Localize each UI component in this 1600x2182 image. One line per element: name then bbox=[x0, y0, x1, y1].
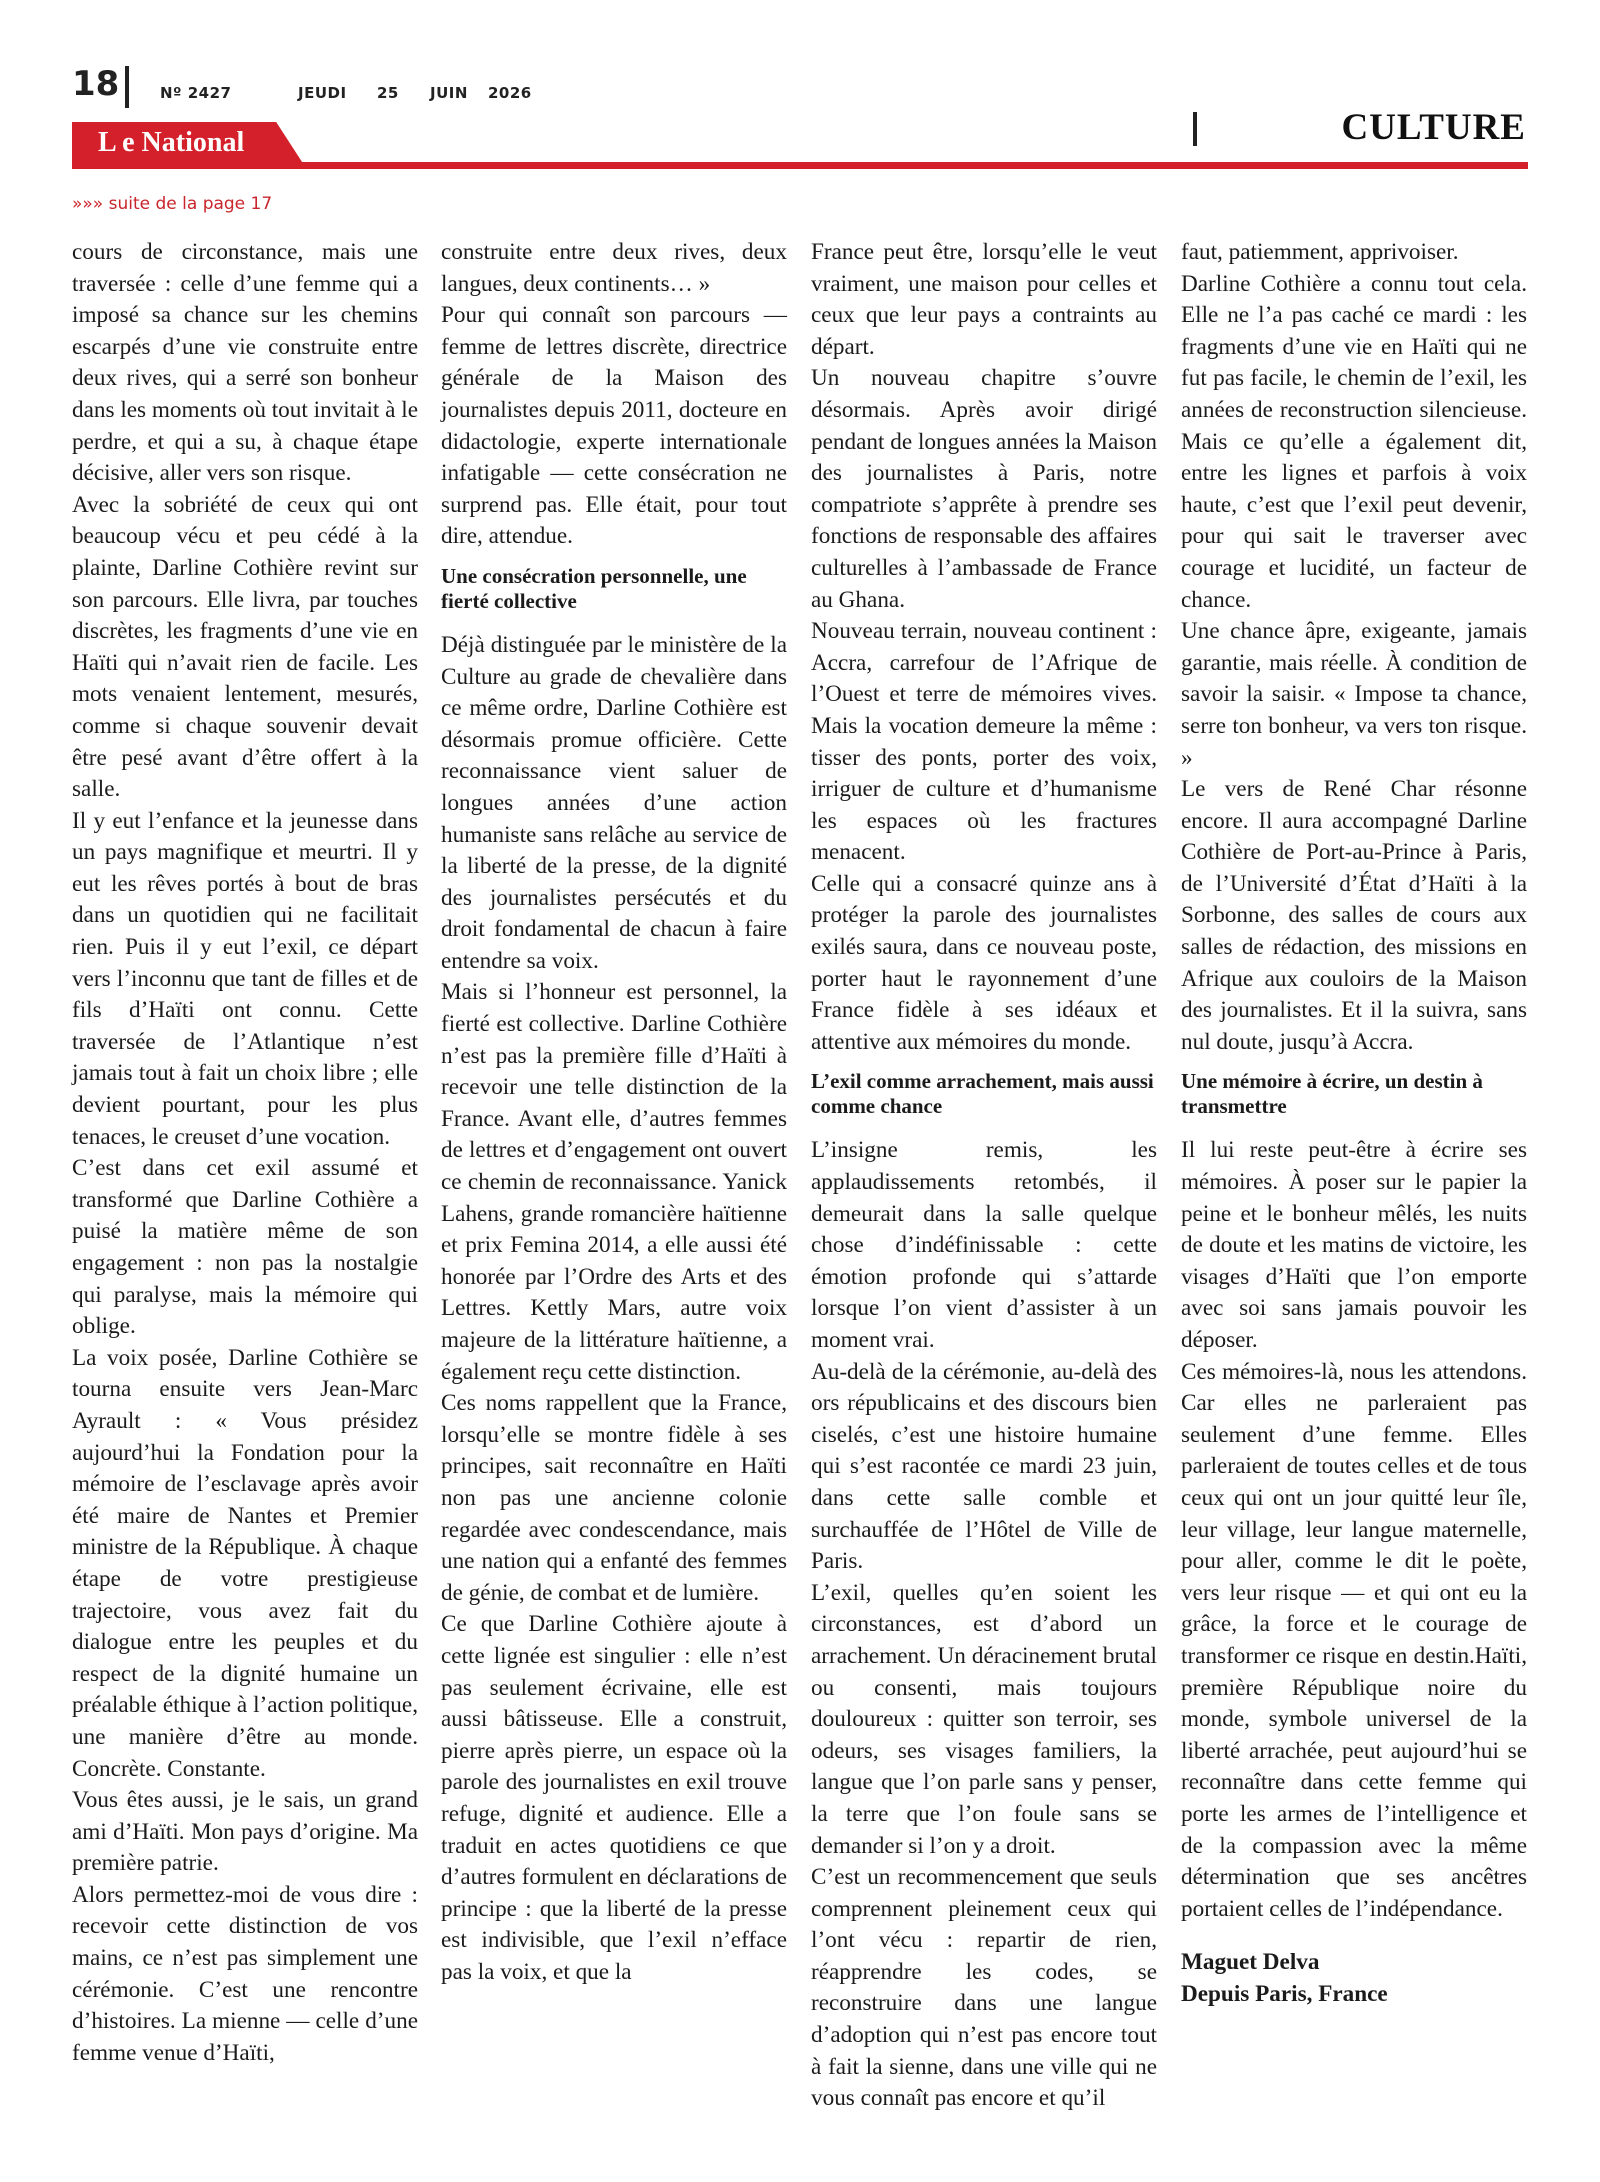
continued-from-link[interactable]: »»» suite de la page 17 bbox=[72, 194, 273, 214]
issue-day: 25 bbox=[377, 84, 399, 102]
byline bbox=[1181, 1947, 1527, 2010]
article-column-2 bbox=[441, 237, 787, 1988]
section-title: CULTURE bbox=[1341, 107, 1526, 148]
paragraph: Ces noms rappellent que la France, lorsqu’elle se montre fidèle à ses principes, sait reconnaître en Haïti non pas une ancienne colonie regardée avec condescendance, mais une nation qui a enfanté des femmes de génie, de combat et de lumière. bbox=[441, 1390, 787, 1606]
paragraph: Pour qui connaît son parcours — femme de lettres discrète, directrice générale de la Maison des journalistes depuis 2011, docteure en didactologie, experte internationale infatigable — cette consécration ne surprend pas. Elle était, pour tout dire, attendue. bbox=[441, 302, 787, 550]
dateline-location: Depuis Paris, France bbox=[1181, 1980, 1388, 2007]
paragraph: La voix posée, Darline Cothière se tourna ensuite vers Jean-Marc Ayrault : « Vous présidez aujourd’hui la Fondation pour la mémoire de l’esclavage après avoir été maire de Nantes et Premier ministre de la République. À chaque étape de votre prestigieuse trajectoire, vous avez fait du dialogue entre les peuples et du respect de la dignité humaine un préalable éthique à l’action politique, une manière d’être au monde. Concrète. Constante. bbox=[72, 1344, 418, 1782]
paragraph: Il y eut l’enfance et la jeunesse dans un pays magnifique et meurtri. Il y eut les rêves portés à bout de bras dans un quotidien qui ne facilitait rien. Puis il y eut l’exil, ce départ vers l’inconnu que tant de filles et de fils d’Haïti ont connu. Cette traversée de l’Atlantique n’est jamais tout à fait un choix libre ; elle devient pourtant, pour les plus tenaces, le creuset d’une vocation. bbox=[72, 807, 418, 1150]
subheading: L’exil comme arrachement, mais aussi comme chance bbox=[811, 1069, 1154, 1119]
article-column-1 bbox=[72, 237, 418, 2069]
issue-month: JUIN bbox=[430, 84, 468, 102]
paragraph: faut, patiemment, apprivoiser. bbox=[1181, 239, 1459, 265]
paragraph: Une chance âpre, exigeante, jamais garantie, mais réelle. À condition de savoir la saisir. « Impose ta chance, serre ton bonheur, va vers ton risque. » bbox=[1181, 618, 1527, 771]
paragraph: C’est un recommencement que seuls comprennent pleinement ceux qui l’ont vécu : repartir de rien, réapprendre les codes, se reconstruire dans une langue d’adoption qui n’est pas encore tout à fait la sienne, dans une ville qui ne vous connaît pas encore et qu’il bbox=[811, 1864, 1157, 2112]
paragraph: L’insigne remis, les applaudissements retombés, il demeurait dans la salle quelque chose d’indéfinissable : cette émotion profonde qui s’attarde lorsque l’on vient d’assister à un moment vrai. bbox=[811, 1137, 1157, 1353]
paragraph: Nouveau terrain, nouveau continent : Accra, carrefour de l’Afrique de l’Ouest et terre de mémoires vives. Mais la vocation demeure la même : tisser des ponts, porter des voix, irriguer de culture et d’humanisme les espaces où les fractures menacent. bbox=[811, 618, 1157, 866]
paragraph: Mais si l’honneur est personnel, la fierté est collective. Darline Cothière n’est pas la première fille d’Haïti à recevoir une telle distinction de la France. Avant elle, d’autres femmes de lettres et d’engagement ont ouvert ce chemin de reconnaissance. Yanick Lahens, grande romancière haïtienne et prix Femina 2014, a elle aussi été honorée par l’Ordre des Arts et des Lettres. Kettly Mars, autre voix majeure de la littérature haïtienne, a également reçu cette distinction. bbox=[441, 979, 787, 1385]
article-column-4 bbox=[1181, 237, 1527, 2010]
paragraph: L’exil, quelles qu’en soient les circonstances, est d’abord un arrachement. Un déracinement brutal ou consenti, mais toujours douloureux : quitter son terroir, ses odeurs, ses visages familiers, la langue que l’on parle sans y penser, la terre que l’on foule sans se demander si l’on y a droit. bbox=[811, 1579, 1157, 1859]
paragraph: Darline Cothière a connu tout cela. Elle ne l’a pas caché ce mardi : les fragments d’une vie en Haïti qui ne fut pas facile, le chemin de l’exil, les années de reconstruction silencieuse. Mais ce qu’elle a également dit, entre les lignes et parfois à voix haute, c’est que l’exil peut devenir, pour qui sait le traverser avec courage et lucidité, un facteur de chance. bbox=[1181, 270, 1527, 613]
paragraph: Le vers de René Char résonne encore. Il aura accompagné Darline Cothière de Port-au-Prince à Paris, de l’Université d’État d’Haïti à la Sorbonne, des salles de cours aux salles de rédaction, des missions en Afrique aux couloirs de la Maison des journalistes. Et il la suivra, sans nul doute, jusqu’à Accra. bbox=[1181, 776, 1527, 1055]
section-divider bbox=[1193, 112, 1197, 146]
paragraph: Vous êtes aussi, je le sais, un grand ami d’Haïti. Mon pays d’origine. Ma première patrie. bbox=[72, 1787, 418, 1877]
paragraph: Celle qui a consacré quinze ans à protéger la parole des journalistes exilés saura, dans ce nouveau poste, porter haut le rayonnement d’une France fidèle à ses idéaux et attentive aux mémoires du monde. bbox=[811, 870, 1157, 1055]
subheading: Une mémoire à écrire, un destin à transmettre bbox=[1181, 1069, 1483, 1119]
paragraph: Ces mémoires-là, nous les attendons. Car elles ne parleraient pas seulement d’une femme. Elles parleraient de toutes celles et de tous ceux qui ont un jour quitté leur île, leur village, leur langue maternelle, pour aller, comme le dit le poète, vers leur risque — et qui ont eu la grâce, la force et le courage de transformer ce risque en destin.Haïti, première République noire du monde, symbole universel de la liberté arrachée, peut aujourd’hui se reconnaître dans cette femme qui porte les armes de l’intelligence et de la compassion avec la même détermination que ses ancêtres portaient celles de l’indépendance. bbox=[1181, 1358, 1527, 1922]
article-column-3 bbox=[811, 237, 1157, 2115]
paragraph: Alors permettez-moi de vous dire : recevoir cette distinction de vos mains, ce n’est pas simplement une cérémonie. C’est une rencontre d’histoires. La mienne — celle d’une femme venue d’Haïti, bbox=[72, 1881, 418, 2066]
issue-number: Nº 2427 bbox=[160, 84, 232, 102]
issue-year: 2026 bbox=[488, 84, 532, 102]
paragraph: C’est dans cet exil assumé et transformé que Darline Cothière a puisé la matière même de son engagement : non pas la nostalgie qui paralyse, mais la mémoire qui oblige. bbox=[72, 1155, 418, 1340]
author-name: Maguet Delva bbox=[1181, 1949, 1320, 1976]
issue-weekday: JEUDI bbox=[298, 84, 347, 102]
masthead-logo: L e National bbox=[98, 127, 245, 158]
subheading: Une consécration personnelle, une fierté collective bbox=[441, 563, 747, 613]
paragraph: Ce que Darline Cothière ajoute à cette lignée est singulier : elle n’est pas seulement écrivaine, elle est aussi bâtisseuse. Elle a construit, pierre après pierre, un espace où la parole des journalistes en exil trouve refuge, dignité et audience. Elle a traduit en actes quotidiens ce que d’autres formulent en déclarations de principe : que la liberté de la presse est indivisible, que l’exil n’efface pas la voix, et que la bbox=[441, 1611, 787, 1985]
paragraph: cours de circonstance, mais une traversée : celle d’une femme qui a imposé sa chance sur les chemins escarpés d’une vie construite entre deux rives, qui a serré son bonheur dans les moments où tout invitait à le perdre, et qui a su, à chaque étape décisive, aller vers son risque. bbox=[72, 239, 418, 487]
paragraph: Au-delà de la cérémonie, au-delà des ors républicains et des discours bien ciselés, c’est une histoire humaine qui s’est racontée ce mardi 23 juin, dans cette salle comble et surchauffée de l’Hôtel de Ville de Paris. bbox=[811, 1358, 1157, 1575]
paragraph: France peut être, lorsqu’elle le veut vraiment, une maison pour celles et ceux que leur pays a contraints au départ. bbox=[811, 239, 1157, 360]
page-number-divider bbox=[125, 66, 129, 108]
paragraph: Un nouveau chapitre s’ouvre désormais. Après avoir dirigé pendant de longues années la Maison des journalistes à Paris, notre compatriote s’apprête à prendre ses fonctions de responsable des affaires culturelles à l’ambassade de France au Ghana. bbox=[811, 365, 1157, 613]
paragraph: Déjà distinguée par le ministère de la Culture au grade de chevalière dans ce même ordre, Darline Cothière est désormais promue officière. Cette reconnaissance vient saluer de longues années d’une action humaniste sans relâche au service de la liberté de la presse, de la dignité des journalistes persécutés et du droit fondamental de chacun à faire entendre sa voix. bbox=[441, 631, 787, 974]
paragraph: construite entre deux rives, deux langues, deux continents… » bbox=[441, 239, 787, 297]
paragraph: Il lui reste peut-être à écrire ses mémoires. À poser sur le papier la peine et le bonheur mêlés, les nuits de doute et les matins de victoire, les visages d’Haïti que l’on emporte avec soi sans jamais pouvoir les déposer. bbox=[1181, 1137, 1527, 1353]
paragraph: Avec la sobriété de ceux qui ont beaucoup vécu et peu cédé à la plainte, Darline Cothière revint sur son parcours. Elle livra, par touches discrètes, les fragments d’une vie en Haïti qui n’avait rien de facile. Les mots venaient lentement, mesurés, comme si chaque souvenir devait être pesé avant d’être offert à la salle. bbox=[72, 491, 418, 803]
header-rule bbox=[72, 162, 1528, 169]
page-number: 18 bbox=[72, 64, 120, 104]
